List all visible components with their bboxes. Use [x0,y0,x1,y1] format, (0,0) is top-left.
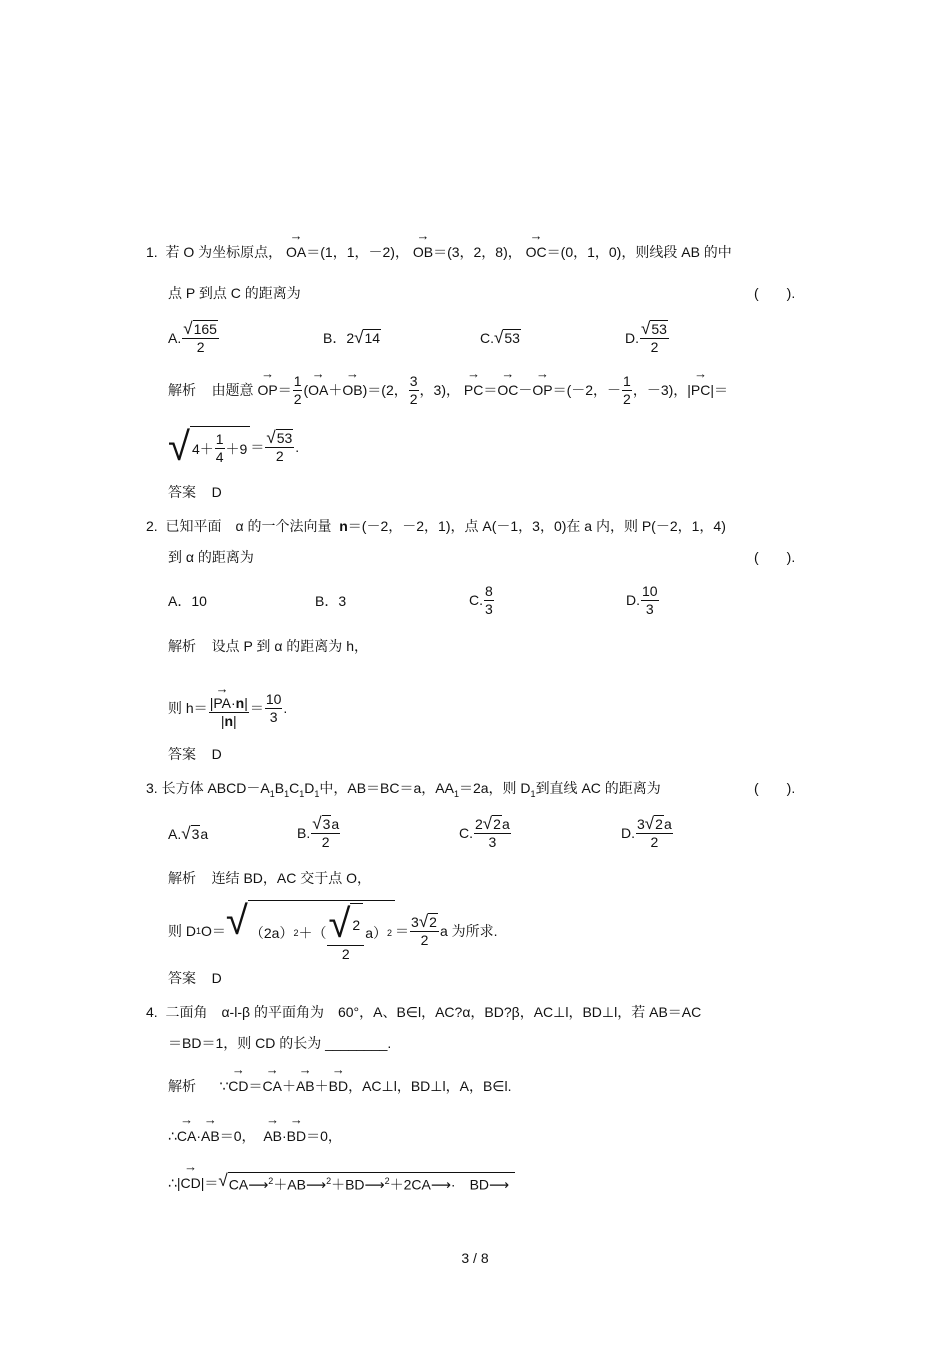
q2-answer [168,744,222,764]
q1-option-b: B．2 √ 14 [323,328,381,347]
q2-solution-line1: 解析 设点 P 到 α 的距离为 h， [168,638,368,654]
q2-option-c: C. $\frac{8}{3}$ [469,582,493,617]
q2-stem-line1: 2. 已知平面 α 的一个法向量 n＝(－2，－2，1)，点 A(－1，3，0)在 a 内，则 P(－2，1，4) [146,518,726,534]
q1-solution-line1: 解析 由题意 → OP ＝ $\frac{1}{2}$ ( → OA ＋ → OB )＝(2， $\frac{3}{2}$ ，3)， → PC ＝ → OC － → OP ＝(－2，－ $\frac{1}{2}$ ，－3)，| → PC |＝ [168,370,728,410]
q1-option-c: C. √ 53 [480,328,520,347]
q3-number: 3. [146,780,158,796]
q4-stem-line1: 4. 二面角 α-l-β 的平面角为 60°，A、B∈l，AC?α，BD?β，AC⊥l，BD⊥l，若 AB＝AC [146,1004,702,1020]
page-number: 3 / 8 [461,1250,489,1266]
q4-solution-line1: 解析 ∵→ CD＝→ CA＋→ AB＋→ BD，AC⊥l，BD⊥l，A，B∈l. [168,1076,511,1096]
q3-solution-line2: 则 D 1 O＝ √ （2a） 2 ＋（ √ 2 2 a） 2 ＝ 3 √ 2 2 a 为所求. [168,898,498,962]
answer-label: 答案 [168,970,196,986]
solution-label: 解析 [168,382,196,398]
vector-OA: → OA [286,242,306,262]
vector-OB: → OB [413,242,433,262]
q3-answer-paren: ( ). [754,780,796,796]
answer-label: 答案 [168,746,196,762]
q2-number: 2. [146,518,158,534]
answer-value: D [211,484,222,500]
answer-value: D [211,970,222,986]
q2-option-b: B．3 [315,593,347,609]
q1-answer [168,482,222,502]
q3-stem: 3. 长方体 $ABCD-A_1B_1C_1D_1$中，AB＝BC＝a，$AA_1=2a$，则 $D_1$到直线 AC 的距离为 [146,780,661,799]
solution-label: 解析 [168,870,196,886]
q2-solution-line2: 则 h＝ $\frac{|\to PA\cdot n|}{|n|}$ ＝ $\frac{10}{3}$ . [168,684,287,732]
q1-stem-line2: 点 P 到点 C 的距离为 [168,285,301,301]
q4-number: 4. [146,1004,158,1020]
q1-stem-line1: 1. 若 O 为坐标原点， → OA＝(1，1，－2)， → OB＝(3，2，8)， → OC＝(0，1，0)，则线段 AB 的中 [146,242,732,262]
q2-answer-paren: ( ). [754,549,796,565]
fraction: √ 53 2 [641,319,667,355]
fraction: √ 165 2 [183,319,217,355]
q3-option-d: D. 3 √ 2 a 2 [621,814,672,850]
q1-number: 1. [146,244,158,260]
q3-answer [168,968,222,988]
q3-option-c: C. 2 √ 2 a 3 [459,814,510,850]
q3-option-b: B. √ 3 a 2 [297,814,340,850]
q1-solution-line2: √ 4＋ $\frac{1}{4}$ ＋9 ＝ √ 53 2 . [168,425,300,469]
q4-solution-line3: ∴| → CD |＝ √ CA⟶$^2$＋AB⟶$^2$＋BD⟶$^2$＋2CA⟶· BD⟶ [168,1168,515,1198]
q4-stem-line2: ＝BD＝1，则 CD 的长为 ________. [168,1035,392,1051]
q3-solution-line1: 解析 连结 BD，AC 交于点 O， [168,870,372,886]
q1-option-a: A. √ 165 2 [168,319,217,355]
q1-option-d: D. √ 53 2 [625,319,667,355]
q2-stem-line2: 到 α 的距离为 [168,549,254,565]
vector-OC: → OC [526,242,547,262]
q4-solution-line2: ∴→ CA·→ AB＝0， → AB·→ BD＝0， [168,1126,342,1146]
q2-option-a: A．10 [168,593,207,609]
q3-option-a: A. √ 3 a [168,824,209,843]
q2-option-d: D. $\frac{10}{3}$ [626,582,658,617]
q1-answer-paren: ( ). [754,285,796,301]
solution-label: 解析 [168,638,196,654]
solution-label: 解析 [168,1078,196,1094]
answer-value: D [211,746,222,762]
answer-label: 答案 [168,484,196,500]
